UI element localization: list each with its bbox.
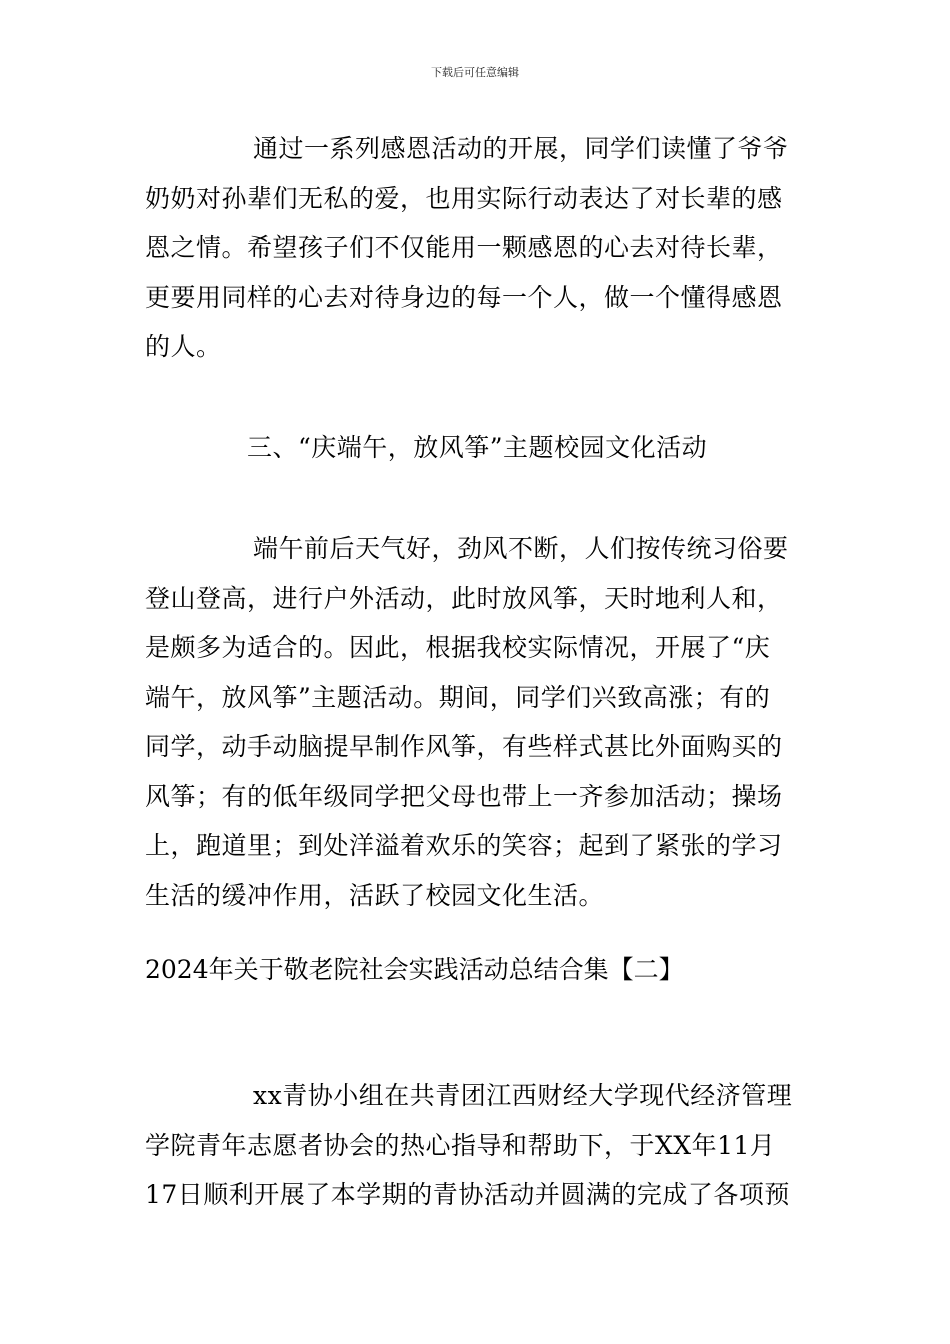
paragraph-line: 更要用同样的心去对待身边的每一个人，做一个懂得感恩	[145, 282, 783, 312]
paragraph-line: 同学，动手动脑提早制作风筝，有些样式甚比外面购买的	[145, 732, 783, 761]
paragraph-line: 端午前后天气好，劲风不断，人们按传统习俗要	[253, 534, 789, 563]
paragraph-line: 生活的缓冲作用，活跃了校园文化生活。	[145, 880, 605, 910]
paragraph-line: xx青协小组在共青团江西财经大学现代经济管理	[253, 1081, 793, 1110]
paragraph-line: 上，跑道里；到处洋溢着欢乐的笑容；起到了紧张的学习	[145, 831, 783, 860]
paragraph-kite-activity	[145, 524, 809, 920]
paragraph-line: 通过一系列感恩活动的开展，同学们读懂了爷爷	[253, 134, 789, 163]
paragraph-volunteer-association	[145, 1071, 809, 1220]
paragraph-gratitude	[145, 124, 809, 372]
paragraph-line: 奶奶对孙辈们无私的爱，也用实际行动表达了对长辈的感	[145, 183, 783, 213]
page-header: 下载后可任意编辑	[431, 66, 519, 79]
paragraph-line: 风筝；有的低年级同学把父母也带上一齐参加活动；操场	[145, 781, 783, 811]
section-heading-three: 三、“庆端午，放风筝”主题校园文化活动	[247, 433, 708, 462]
section-title-part-two: 2024年关于敬老院社会实践活动总结合集【二】	[145, 955, 684, 984]
paragraph-line: 登山登高，进行户外活动，此时放风筝，天时地利人和，	[145, 583, 783, 613]
paragraph-line: 的人。	[145, 332, 222, 361]
paragraph-line: 端午，放风筝”主题活动。期间，同学们兴致高涨；有的	[145, 682, 771, 712]
paragraph-line: 恩之情。希望孩子们不仅能用一颗感恩的心去对待长辈，	[145, 233, 783, 262]
paragraph-line: 学院青年志愿者协会的热心指导和帮助下，于XX年11月	[145, 1130, 776, 1160]
paragraph-line: 17日顺利开展了本学期的青协活动并圆满的完成了各项预	[145, 1180, 790, 1209]
paragraph-line: 是颇多为适合的。因此，根据我校实际情况，开展了“庆	[145, 633, 771, 662]
